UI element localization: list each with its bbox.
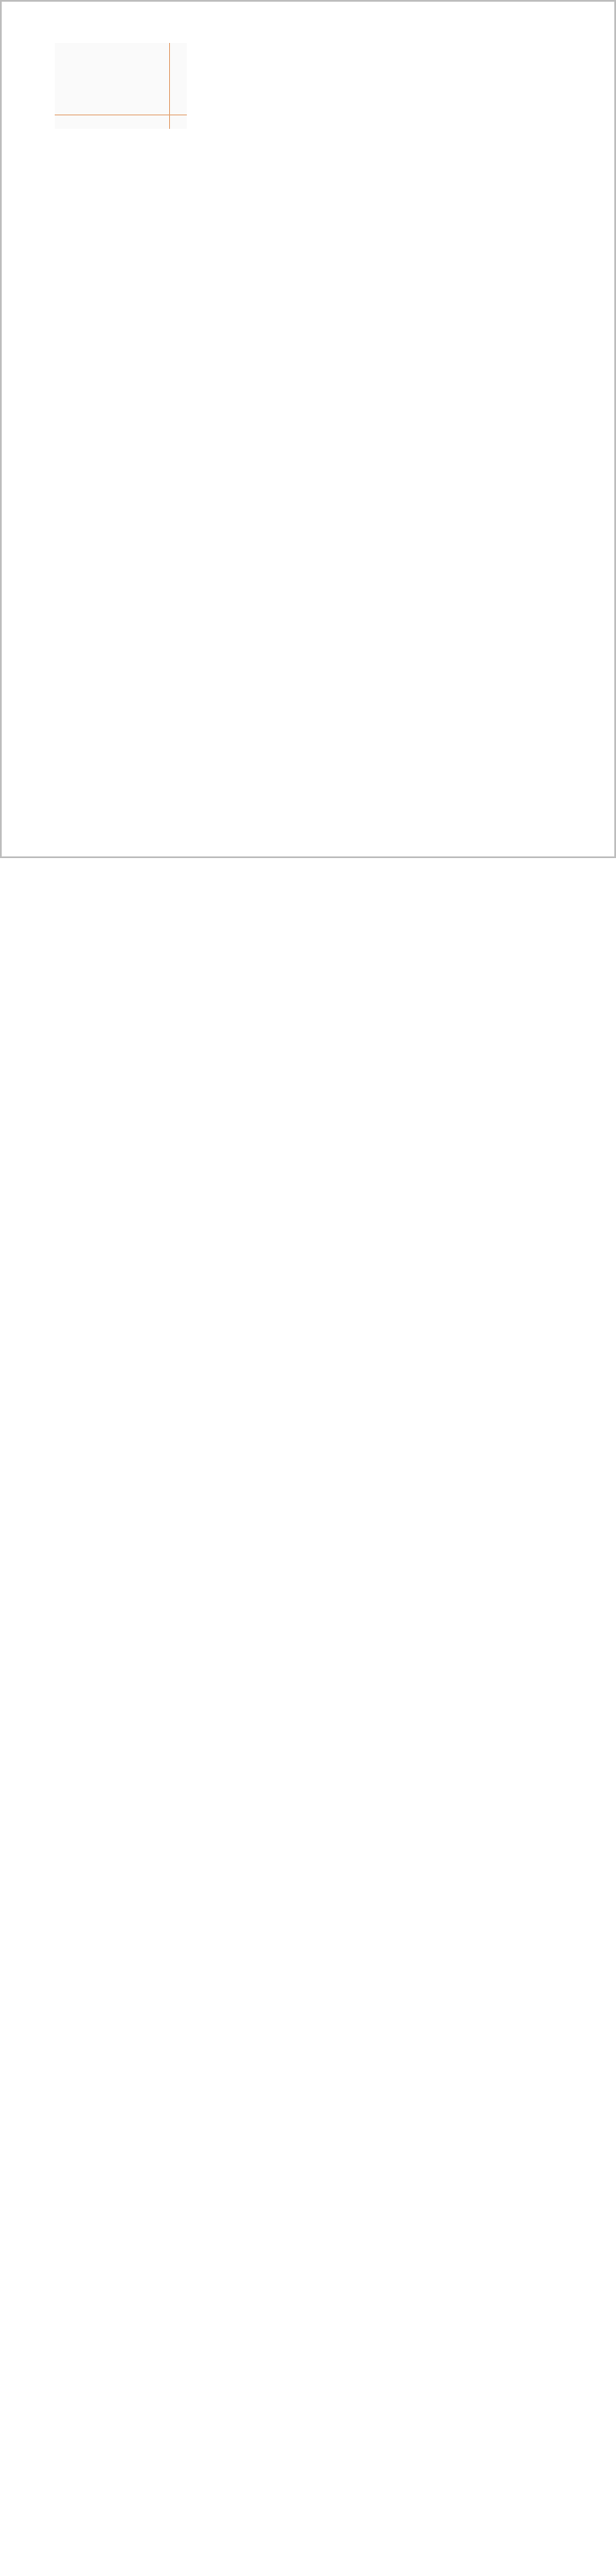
- sgs-logo: [55, 43, 187, 129]
- report-page-1: [0, 0, 616, 858]
- report-header: [55, 164, 576, 184]
- logo-accent-line: [169, 43, 170, 129]
